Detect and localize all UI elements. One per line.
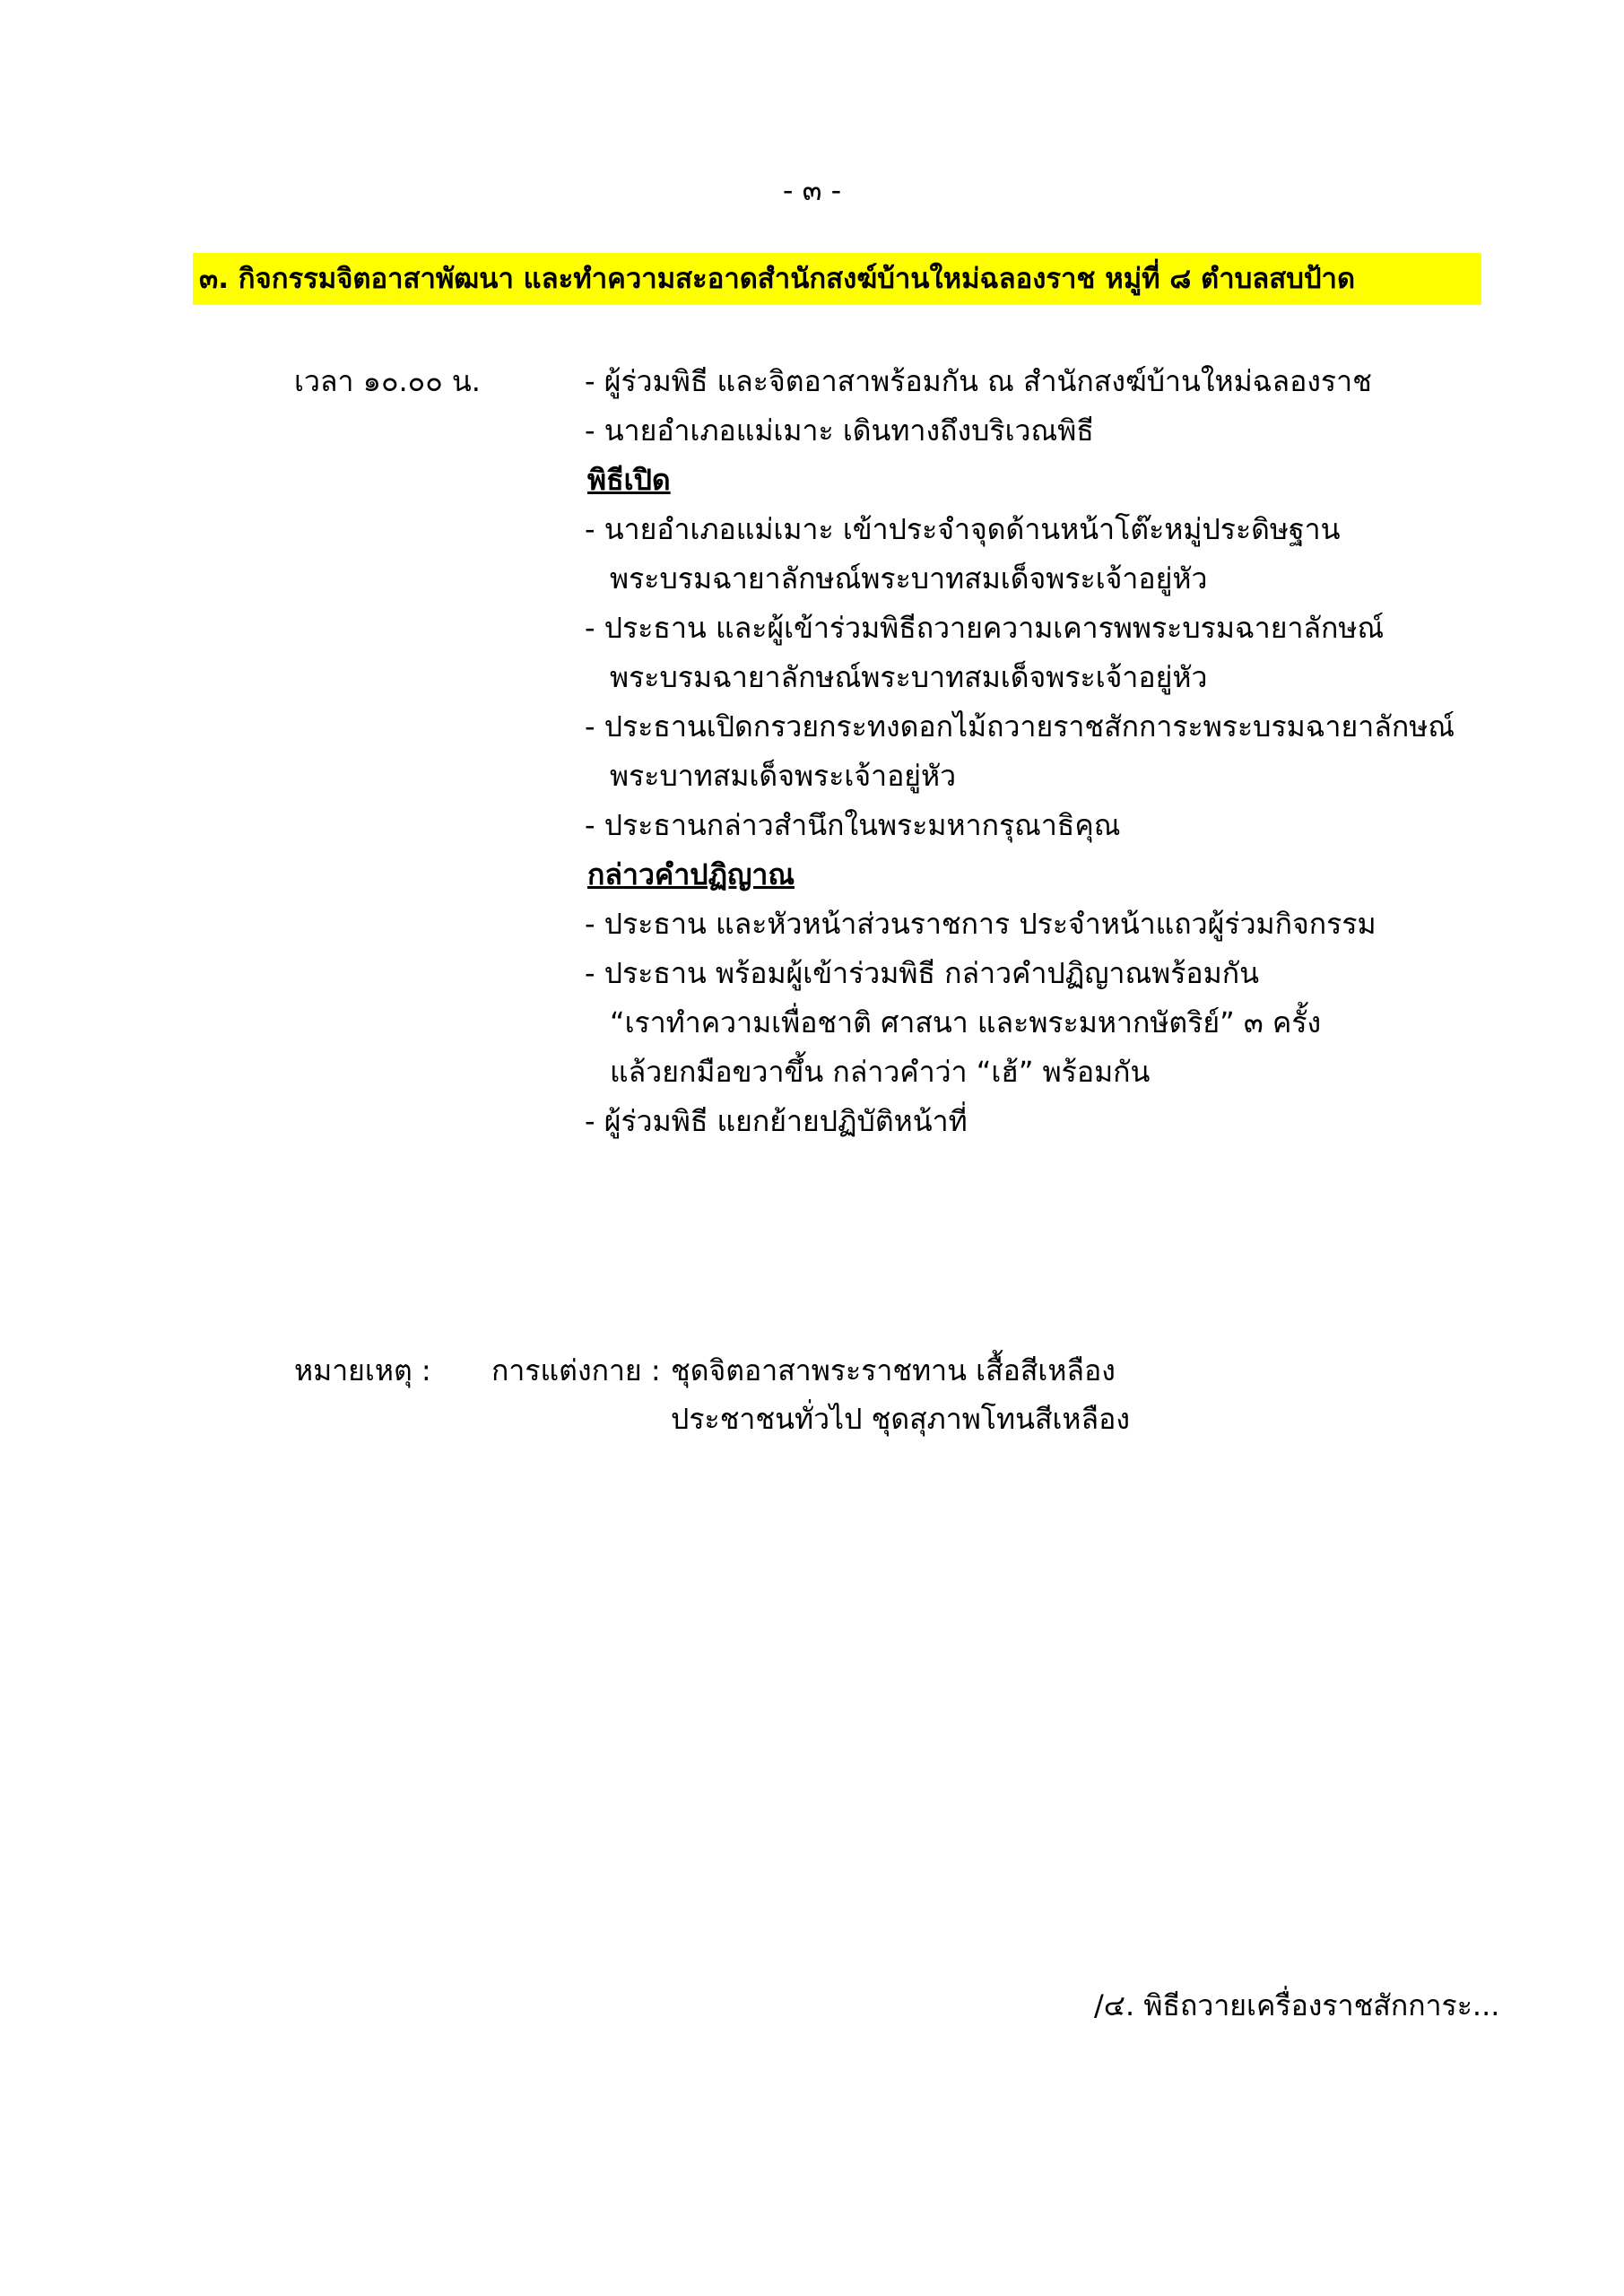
note-label: หมายเหตุ : — [294, 1353, 431, 1387]
schedule-item-continuation: พระบรมฉายาลักษณ์พระบาทสมเด็จพระเจ้าอยู่หัว — [610, 561, 1208, 596]
schedule-item: - ผู้ร่วมพิธี แยกย้ายปฏิบัติหน้าที่ — [585, 1104, 968, 1138]
page-number: - ๓ - — [782, 173, 842, 207]
schedule-item: - ผู้ร่วมพิธี และจิตอาสาพร้อมกัน ณ สำนักสงฆ์บ้านใหม่ฉลองราช — [585, 364, 1372, 398]
dress-code-label: การแต่งกาย : — [491, 1353, 661, 1387]
schedule-item: - ประธาน และผู้เข้าร่วมพิธีถวายความเคารพพระบรมฉายาลักษณ์ — [585, 611, 1385, 645]
opening-ceremony-heading: พิธีเปิด — [587, 463, 671, 497]
schedule-item-continuation: พระบาทสมเด็จพระเจ้าอยู่หัว — [610, 759, 957, 793]
oath-text: “เราทำความเพื่อชาติ ศาสนา และพระมหากษัตริย์” ๓ ครั้ง — [610, 1005, 1322, 1039]
schedule-item: - ประธานกล่าวสำนึกในพระมหากรุณาธิคุณ — [585, 808, 1121, 842]
schedule-item: - ประธาน พร้อมผู้เข้าร่วมพิธี กล่าวคำปฏิญาณพร้อมกัน — [585, 956, 1259, 990]
schedule-item: - ประธานเปิดกรวยกระทงดอกไม้ถวายราชสักการะพระบรมฉายาลักษณ์ — [585, 709, 1455, 744]
schedule-item-continuation: พระบรมฉายาลักษณ์พระบาทสมเด็จพระเจ้าอยู่หัว — [610, 660, 1208, 694]
schedule-time: เวลา ๑๐.๐๐ น. — [294, 364, 481, 398]
schedule-item-continuation: แล้วยกมือขวาขึ้น กล่าวคำว่า “เฮ้” พร้อมกัน — [610, 1055, 1151, 1089]
section-heading: ๓. กิจกรรมจิตอาสาพัฒนา และทำความสะอาดสำนักสงฆ์บ้านใหม่ฉลองราช หมู่ที่ ๘ ตำบลสบป้าด — [199, 263, 1356, 295]
dress-code-public: ประชาชนทั่วไป ชุดสุภาพโทนสีเหลือง — [671, 1402, 1130, 1436]
schedule-item: - ประธาน และหัวหน้าส่วนราชการ ประจำหน้าแถวผู้ร่วมกิจกรรม — [585, 907, 1376, 941]
schedule-item: - นายอำเภอแม่เมาะ เข้าประจำจุดด้านหน้าโต๊ะหมู่ประดิษฐาน — [585, 512, 1341, 546]
schedule-item: - นายอำเภอแม่เมาะ เดินทางถึงบริเวณพิธี — [585, 413, 1094, 448]
dress-code-volunteer: ชุดจิตอาสาพระราชทาน เสื้อสีเหลือง — [671, 1353, 1116, 1387]
continuation-note: /๔. พิธีถวายเครื่องราชสักการะ... — [1094, 1988, 1500, 2022]
oath-heading: กล่าวคำปฏิญาณ — [587, 857, 795, 891]
